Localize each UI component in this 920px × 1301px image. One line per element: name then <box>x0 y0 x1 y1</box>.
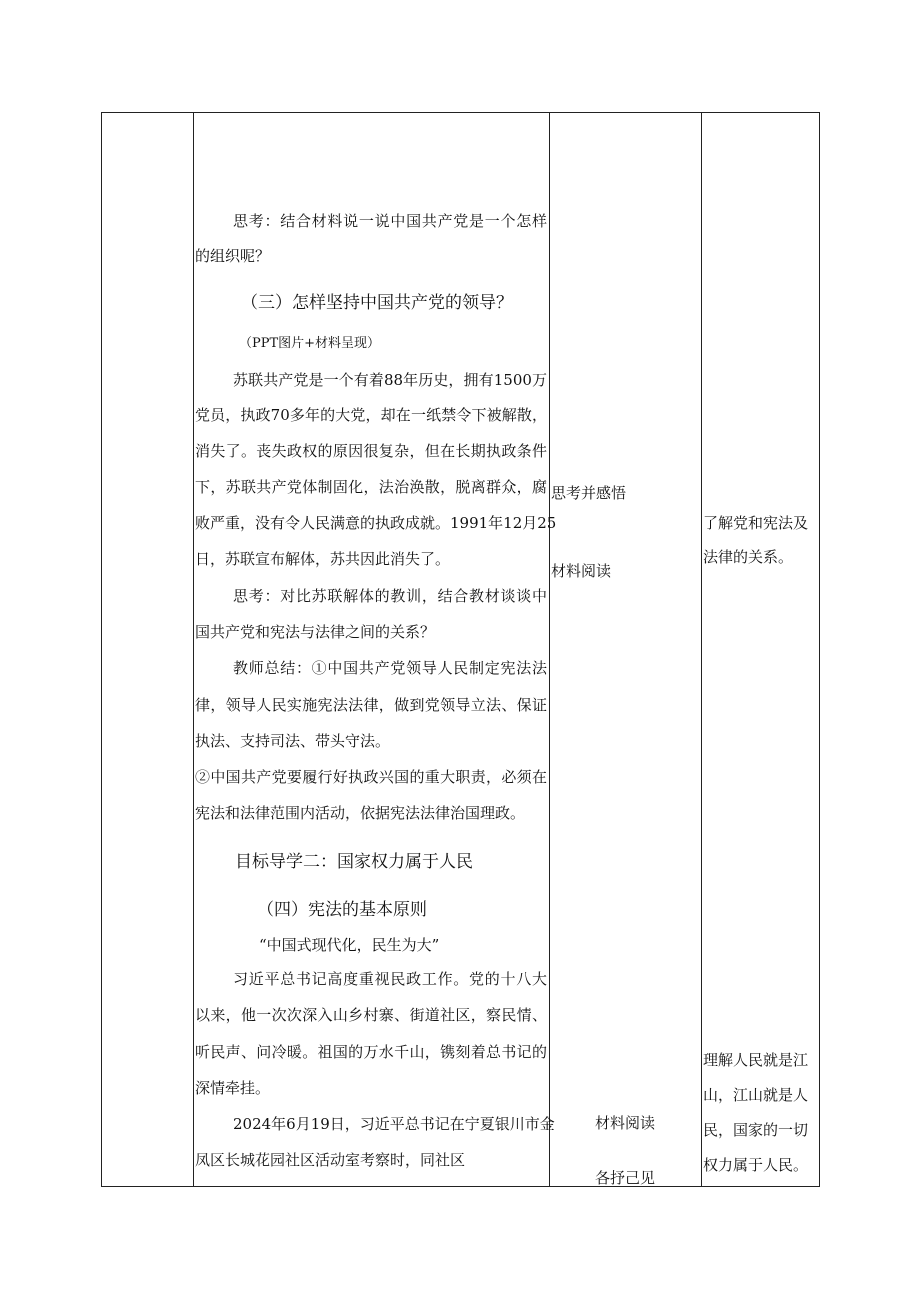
paragraph-line: 深情牵挂。 <box>195 1079 271 1097</box>
paragraph-line: 思考：对比苏联解体的教训，结合教材谈谈中 <box>233 587 547 605</box>
paragraph-line: 思考：结合材料说一说中国共产党是一个怎样 <box>233 212 547 230</box>
paragraph-line: 的组织呢？ <box>195 247 271 265</box>
lesson-table <box>101 112 820 1187</box>
paragraph-line: 以来，他一次次深入山乡村寨、街道社区，察民情、 <box>195 1006 547 1024</box>
paragraph-line: 凤区长城花园社区活动室考察时，同社区 <box>195 1151 466 1169</box>
paragraph-line: 执法、支持司法、带头守法。 <box>195 732 391 750</box>
paragraph-line: 党员，执政70多年的大党，却在一纸禁令下被解散， <box>195 406 547 424</box>
paragraph-line: 苏联共产党是一个有着88年历史，拥有1500万 <box>233 371 547 389</box>
quote-title: “中国式现代化，民生为大” <box>259 936 440 954</box>
paragraph-line: 习近平总书记高度重视民政工作。党的十八大 <box>233 970 547 988</box>
student-activity: 思考并感悟 <box>551 484 627 502</box>
paragraph-line: 教师总结：①中国共产党领导人民制定宪法法 <box>233 659 547 677</box>
paragraph-line: 下，苏联共产党体制固化，法治涣散，脱离群众，腐 <box>195 478 547 496</box>
design-intent-line: 民，国家的一切 <box>703 1121 809 1139</box>
paragraph-line: 宪法和法律范围内活动，依据宪法法律治国理政。 <box>195 804 526 822</box>
paragraph-line: 败严重，没有令人民满意的执政成就。1991年12月25 <box>195 514 557 532</box>
teacher-activity-cell <box>195 113 557 1186</box>
student-activity: 材料阅读 <box>551 562 612 580</box>
section-heading: 目标导学二：国家权力属于人民 <box>235 852 473 872</box>
design-intent-cell <box>703 113 820 1186</box>
student-activity-cell <box>551 113 699 1186</box>
paragraph-line: 日，苏联宣布解体，苏共因此消失了。 <box>195 550 451 568</box>
section-heading: （四）宪法的基本原则 <box>257 900 427 920</box>
column-divider <box>701 113 702 1186</box>
design-intent-line: 法律的关系。 <box>703 548 794 566</box>
media-note: （PPT图片+材料呈现） <box>239 336 381 351</box>
section-heading: （三）怎样坚持中国共产党的领导？ <box>241 293 513 313</box>
student-activity: 各抒己见 <box>594 1169 655 1187</box>
student-activity: 材料阅读 <box>594 1114 655 1132</box>
paragraph-line: 国共产党和宪法与法律之间的关系？ <box>195 623 436 641</box>
design-intent-line: 山，江山就是人 <box>703 1086 809 1104</box>
paragraph-line: 听民声、问冷暖。祖国的万水千山，镌刻着总书记的 <box>195 1043 547 1061</box>
paragraph-line: 消失了。丧失政权的原因很复杂，但在长期执政条件 <box>195 442 547 460</box>
column-divider <box>549 113 550 1186</box>
design-intent-line: 权力属于人民。 <box>703 1156 809 1174</box>
design-intent-line: 理解人民就是江 <box>703 1051 809 1069</box>
paragraph-line: 2024年6月19日，习近平总书记在宁夏银川市金 <box>233 1115 555 1133</box>
paragraph-line: 律，领导人民实施宪法法律，做到党领导立法、保证 <box>195 696 547 714</box>
paragraph-line: ②中国共产党要履行好执政兴国的重大职责，必须在 <box>195 768 547 786</box>
design-intent-line: 了解党和宪法及 <box>703 514 809 532</box>
column-divider <box>193 113 194 1186</box>
